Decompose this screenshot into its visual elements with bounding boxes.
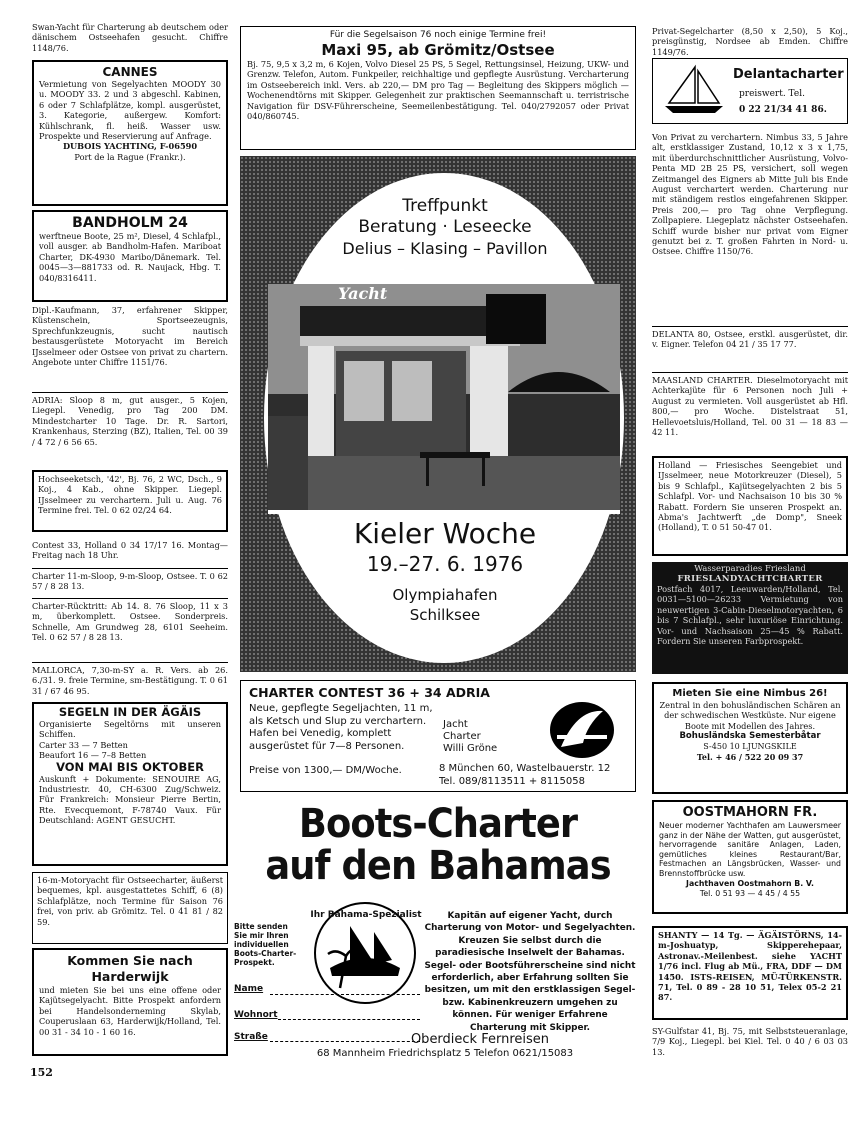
ad-kicker: Für die Segelsaison 76 noch einige Termine frei! (329, 30, 547, 40)
page-number: 152 (30, 1066, 53, 1079)
coupon-line-wohnort (278, 1019, 420, 1020)
ad-contest-33: Contest 33, Holland 0 34 17/17 16. Montag—Freitag nach 18 Uhr. (32, 540, 228, 561)
ad-title: OOSTMAHORN FR. (682, 805, 818, 820)
kieler-yacht-sign: Yacht (338, 284, 388, 303)
ad-subtitle: VON MAI BIS OKTOBER (56, 759, 204, 774)
ad-bandholm: BANDHOLM 24 werftneue Boote, 25 m², Diesel, 4 Schlafpl., voll ausger. ab Bandholm-Hafen. Mariboat Charter, DK-4930 Maribo/Dänemark. Tel. 0045—3—881733 od. R. Naujack, Hbg. T. 040/8316411. (32, 210, 228, 302)
ad-shanty: SHANTY — 14 Tg. — ÄGÄISTÖRNS, 14-m-Joshuatyp, Skipperehepaar, Astronav.-Meilenbest. siehe YACHT 1/76 incl. Flug ab Mü., FRA, DDF — DM 1450. ISTS-REISEN, MÜ-TÜRKENSTR. 71, Tel. 0 89 - 28 10 51, Telex 05-2 21 87. (652, 926, 848, 1020)
contest36-brand-1: Jacht (443, 719, 468, 730)
ad-gulfstar-41: SY-Gulfstar 41, Bj. 75, mit Selbststeueranlage, 7/9 Koj., Liegepl. bei Kiel. Tel. 0 40 / 6 03 03 13. (652, 1026, 848, 1057)
bahamas-address: 68 Mannheim Friedrichsplatz 5 Telefon 0621/15083 (316, 1048, 574, 1059)
nimbus26-address: S-450 10 LJUNGSKILE (703, 742, 797, 752)
jacht-charter-logo (547, 699, 617, 761)
delanta-tel: 0 22 21/34 41 86. (739, 105, 827, 115)
ad-title: CHARTER CONTEST 36 + 34 ADRIA (249, 685, 490, 700)
kieler-dates: 19.–27. 6. 1976 (366, 552, 524, 576)
contest36-tel: Tel. 089/8113511 + 8115058 (439, 776, 585, 787)
ad-title: Delantacharter (733, 67, 844, 82)
ad-swan-yacht: Swan-Yacht für Charterung ab deutschem oder dänischem Ostseehafen gesucht. Chiffre 1148/76. (32, 22, 228, 53)
coupon-field-strasse: Straße (234, 1032, 268, 1042)
ad-charter-ruecktritt: Charter-Rücktritt: Ab 14. 8. 76 Sloop, 11 x 3 m, überkomplett. Ostsee. Sonderpreis. Schnelle, Am Grundweg 28, 6101 Seeheim. Tel. 0 62 57 / 8 28 13. (32, 598, 228, 643)
ad-segeln-aegaeis: SEGELN IN DER ÄGÄIS Organisierte Segeltörns mit unseren Schiffen. Carter 33 — 7 Betten Beaufort 16 — 7–8 Betten VON MAI BIS OKTOBER Auskunft + Dokumente: SENOUIRE AG, Industriestr. 40, CH-6300 Zug/Schweiz. Für Frankreich: Monsieur Pierre Bertin, Rte. Evecquemont, F-78740 Vaux. Für Deutschland: AGENT GESUCHT. (32, 702, 228, 866)
oostmahorn-tel: Tel. 0 51 93 — 4 45 / 4 55 (699, 888, 801, 898)
kieler-beratung: Beratung · Leseecke (358, 217, 532, 237)
ad-hochseeketsch: Hochseeketsch, '42', Bj. 76, 2 WC, Dsch., 9 Koj., 4 Kab., ohne Skipper. Liegepl. IJsselmeer zu verchartern. Juli u. Aug. 76 Termine frei. Tel. 0 62 02/24 64. (32, 470, 228, 532)
ad-harderwijk: Kommen Sie nach Harderwijk und mieten Sie bei uns eine offene oder Kajütsegelyacht. Bitte Prospekt anfordern bei Handelsonderneming Skylab, Couperuslaan 63, Harderwijk/Holland, Tel. 00 31 - 34 10 - 1 60 16. (32, 948, 228, 1056)
contest36-brand-3: Willi Gröne (443, 743, 498, 754)
ad-nimbus-26: Mieten Sie eine Nimbus 26! Zentral in den bohusländischen Schären an der schwedischen Westküste. Nur eigene Boote mit Modellen des Jahres. Bohusländska Semesterbåtar S-450 10 LJUNGSKILE Tel. + 46 / 522 20 09 37 (652, 682, 848, 794)
contest36-address: 8 München 60, Wastelbauerstr. 12 (439, 763, 611, 774)
ad-adria-sloop: ADRIA: Sloop 8 m, gut ausger., 5 Kojen, Liegepl. Venedig, pro Tag 200 DM. Mindestcharter 10 Tage. Dr. R. Sartori, Krankenhaus, Sterzing (BZ), Italien, Tel. 00 39 / 4 72 / 6 56 65. (32, 392, 228, 447)
bahamas-body: Kapitän auf eigener Yacht, durch Charterung von Motor- und Segelyachten. Kreuzen Sie selbst durch die paradiesische Inselwelt der Bahamas. Segel- oder Bootsführerscheine sind nicht erforderlich, aber Erfahrung sollten Sie besitzen, um mit den erstklassigen Segel- bzw. Kabinenkreuzern umgehen zu können. Für weniger Erfahrene Charterung mit Skipper. (424, 911, 636, 1033)
ad-oostmahorn: OOSTMAHORN FR. Neuer moderner Yachthafen am Lauwersmeer ganz in der Nähe der Watten, gut ausgerüstet, hervorragende sanitäre Anlagen, Laden, gemütliches kleines Restaurant/Bar, Festmachen an Längsbrücken, Wasser- und Brennstoffbrücke usw. Jachthaven Oostmahorn B. V. Tel. 0 51 93 — 4 45 / 4 55 (652, 800, 848, 914)
bahamas-headline-1: Boots-Charter (298, 801, 578, 847)
ad-mallorca: MALLORCA, 7,30-m-SY a. R. Vers. ab 26. 6./31. 9. freie Termine, sm-Bestätigung. T. 0 61 31 / 67 46 95. (32, 662, 228, 696)
ad-charter-contest-36 (240, 680, 636, 792)
kieler-title: Kieler Woche (353, 517, 537, 550)
bahamas-company: Oberdieck Fernreisen (410, 1032, 550, 1047)
kieler-olympiahafen: Olympiahafen (392, 586, 498, 604)
ad-maxi-95: Für die Segelsaison 76 noch einige Termine frei! Maxi 95, ab Grömitz/Ostsee Bj. 75, 9,5 x 3,2 m, 6 Kojen, Volvo Diesel 25 PS, 5 Segel, Rettungsinsel, Heizung, UKW- und Grenzw. Telefon, Autom. Funkpeiler, reichhaltige und gepflegte Ausrüstung. Vercharterung im Ostseebereich inkl. Vers. ab 220,— DM pro Tag — Begleitung des Skippers möglich — Wochenendtörns mit Skipper. Gelegenheit zur praktischen Seemannschaft u. terristrische Navigation für DSV-Führerscheine, Seemeilenbestätigung. Tel. 040/2792057 oder Privat 040/860745. (240, 26, 636, 150)
ad-motoryacht-16m: 16-m-Motoryacht für Ostseecharter, äußerst bequemes, kpl. ausgestattetes Schiff, 6 (8) Schlafplätze, noch Termine für Saison 76 frei, von priv. ab Grömitz. Tel. 0 41 81 / 82 59. (32, 872, 228, 944)
ad-maasland-charter: MAASLAND CHARTER. Dieselmotoryacht mit Achterkajüte für 6 Personen noch Juli + August zu vermieten. Voll ausgerüstet ab Hfl. 800,— pro Woche. Distelstraat 51, Hellevoetsluis/Holland, Tel. 00 31 — 18 83 — 42 11. (652, 372, 848, 437)
coupon-field-wohnort: Wohnort (234, 1010, 278, 1020)
ad-boots-charter-bahamas (234, 800, 636, 1062)
oostmahorn-company: Jachthaven Oostmahorn B. V. (686, 878, 814, 888)
ad-title: Kommen Sie nach Harderwijk (67, 953, 193, 984)
friesland-head: Wasserparadies Friesland (694, 564, 806, 574)
bahamas-stamp-text: Ihr Bahama-Spezialist (310, 910, 422, 920)
bahamas-coupon: Bitte senden Sie mir Ihren individuellen Boots-Charter-Prospekt. (234, 922, 297, 967)
coupon-line-name (270, 994, 420, 995)
delanta-sub: preiswert. Tel. (739, 89, 805, 99)
ad-delanta-80: DELANTA 80, Ostsee, erstkl. ausgerüstet, dir. v. Eigner. Telefon 04 21 / 35 17 77. (652, 326, 848, 350)
coupon-field-name: Name (234, 984, 264, 994)
ad-cannes: CANNES Vermietung von Segelyachten MOODY 30 u. MOODY 33. 2 und 3 abgeschl. Kabinen, 6 oder 7 Schlafplätze, kompl. ausgerüstet, 3. Kategorie, außergew. Komfort: Kühlschrank, fl. heiß. Wasser usw. Prospekte und Reservierung auf Anfrage. DUBOIS YACHTING, F-06590 Port de la Rague (Frankr.). (32, 60, 228, 206)
kieler-pavillon: Delius – Klasing – Pavillon (342, 239, 548, 258)
ad-kaufmann: Dipl.-Kaufmann, 37, erfahrener Skipper, Küstenschein, Sportseezeugnis, Sprechfunkzeugnis, sucht nautisch bestausgerüstete Motoryacht im Bereich IJsselmeer oder Ostsee von privat zu chartern. Angebote unter Chiffre 1151/76. (32, 305, 228, 368)
ad-title: Maxi 95, ab Grömitz/Ostsee (321, 41, 555, 59)
ad-delantacharter (652, 58, 848, 124)
ad-nimbus-33: Von Privat zu verchartern. Nimbus 33, 5 Jahre alt, erstklassiger Zustand, 10,12 x 3 x 1,75, mit überdurchschnittlicher Ausrüstung, Volvo-Penta MD 2B 25 PS, versichert, soll wegen Zeitmangel des Eigners ab Mitte Juli bis Ende August verchartert werden. Charterung nur mit ständigem restlos eingefahrenen Skipper. Preis 200,— pro Tag ohne Verpflegung. Zollpapiere. Liegeplatz nächster Ostseehafen. Schiff wurde bisher nur privat vom Eigner genutzt bei z. T. großen Fahrten in Nord- u. Ostsee. Chiffre 1150/76. (652, 132, 848, 257)
ad-kieler-woche (240, 156, 636, 672)
contest36-price: Preise von 1300,— DM/Woche. (249, 765, 402, 776)
ad-frieslandyachtcharter: Wasserparadies Friesland FRIESLANDYACHTCHARTER Postfach 4017, Leeuwarden/Holland, Tel. 0031—5100—26233 Vermietung von neuwertigen 3-Cabin-Dieselmotoryachten, 6 bis 7 Schlafpl., sehr luxuriöse Einrichtung. Vor- und Nachsaison 25—45 % Rabatt. Fordern Sie unseren Farbprospekt. (652, 562, 848, 674)
contest36-brand-2: Charter (443, 731, 481, 742)
bahamas-headline-2: auf den Bahamas (265, 843, 611, 889)
ad-title: SEGELN IN DER ÄGÄIS (58, 705, 202, 719)
ad-title: FRIESLANDYACHTCHARTER (677, 574, 823, 584)
ad-title: Mieten Sie eine Nimbus 26! (672, 688, 828, 699)
nimbus26-company: Bohusländska Semesterbåtar (679, 731, 821, 742)
ad-charter-sloop: Charter 11-m-Sloop, 9-m-Sloop, Ostsee. T. 0 62 57 / 8 28 13. (32, 568, 228, 592)
ad-friesisches-seengebiet: Holland — Friesisches Seengebiet und IJsselmeer, neue Motorkreuzer (Diesel), 5 bis 9 Schlafpl., Kajütsegelyachten 2 bis 5 Schlafpl. Vor- und Nachsaison 10 bis 30 % Rabatt. Fordern Sie unseren Prospekt an. Abma's Jachtwerft „de Domp", Sneek (Holland), T. 0 51 50-47 01. (652, 456, 848, 556)
ad-privat-segelcharter: Privat-Segelcharter (8,50 x 2,50), 5 Koj., preisgünstig, Nordsee ab Emden. Chiffre 1149/76. (652, 26, 848, 57)
nimbus26-tel: Tel. + 46 / 522 20 09 37 (696, 752, 804, 763)
kieler-treffpunkt: Treffpunkt (402, 196, 488, 216)
ad-title: BANDHOLM 24 (72, 215, 188, 231)
ad-title: CANNES (102, 65, 158, 79)
sailboat-icon (659, 63, 729, 119)
kieler-schilksee: Schilksee (409, 606, 481, 624)
contest36-body: Neue, gepflegte Segeljachten, 11 m, als Ketsch und Slup zu verchartern. Hafen bei Venedig, komplett ausgerüstet für 7—8 Personen. (249, 703, 433, 752)
